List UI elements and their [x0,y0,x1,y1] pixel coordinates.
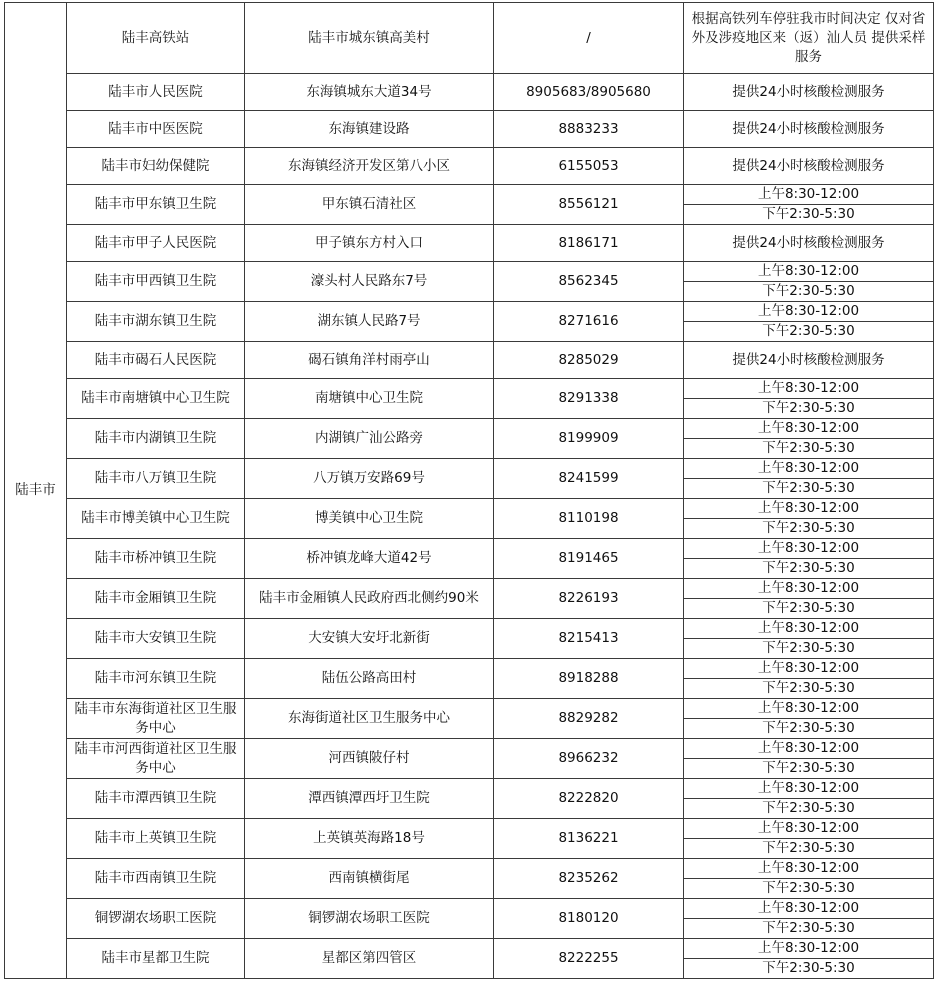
hours-cell: 提供24小时核酸检测服务 [684,74,934,111]
site-address-cell: 东海镇经济开发区第八小区 [245,148,494,185]
site-phone-cell: 8235262 [494,859,684,899]
hours-cell: 上午8:30-12:00 [684,262,934,282]
hours-cell: 下午2:30-5:30 [684,839,934,859]
table-row [5,739,934,759]
site-address-cell: 星都区第四管区 [245,939,494,979]
hours-cell: 下午2:30-5:30 [684,559,934,579]
site-phone-cell: 8918288 [494,659,684,699]
header-name-cell: 陆丰高铁站 [67,3,245,74]
site-phone-cell: 8136221 [494,819,684,859]
site-phone-cell: 8556121 [494,185,684,225]
hours-cell: 下午2:30-5:30 [684,282,934,302]
hours-cell: 下午2:30-5:30 [684,439,934,459]
table-row [5,499,934,519]
site-address-cell: 甲东镇石清社区 [245,185,494,225]
hours-cell: 提供24小时核酸检测服务 [684,148,934,185]
hours-cell: 下午2:30-5:30 [684,205,934,225]
hours-cell: 上午8:30-12:00 [684,379,934,399]
site-name-cell: 陆丰市大安镇卫生院 [67,619,245,659]
site-name-cell: 陆丰市湖东镇卫生院 [67,302,245,342]
site-phone-cell: 8222820 [494,779,684,819]
site-name-cell: 陆丰市人民医院 [67,74,245,111]
hours-cell: 下午2:30-5:30 [684,959,934,979]
site-name-cell: 陆丰市河西街道社区卫生服务中心 [67,739,245,779]
site-address-cell: 陆伍公路高田村 [245,659,494,699]
hours-cell: 上午8:30-12:00 [684,899,934,919]
table-row [5,459,934,479]
site-name-cell: 陆丰市潭西镇卫生院 [67,779,245,819]
site-phone-cell: 8291338 [494,379,684,419]
site-name-cell: 陆丰市金厢镇卫生院 [67,579,245,619]
site-phone-cell: 8215413 [494,619,684,659]
site-address-cell: 八万镇万安路69号 [245,459,494,499]
table-row [5,225,934,262]
site-phone-cell: 8829282 [494,699,684,739]
hours-cell: 下午2:30-5:30 [684,759,934,779]
site-phone-cell: 8222255 [494,939,684,979]
site-phone-cell: 8966232 [494,739,684,779]
hours-cell: 提供24小时核酸检测服务 [684,111,934,148]
header-hours-cell: 根据高铁列车停驻我市时间决定 仅对省外及涉疫地区来（返）汕人员 提供采样服务 [684,3,934,74]
hours-cell: 上午8:30-12:00 [684,699,934,719]
site-address-cell: 大安镇大安圩北新街 [245,619,494,659]
site-address-cell: 桥冲镇龙峰大道42号 [245,539,494,579]
hours-cell: 上午8:30-12:00 [684,659,934,679]
table-row [5,148,934,185]
site-address-cell: 湖东镇人民路7号 [245,302,494,342]
hours-cell: 上午8:30-12:00 [684,185,934,205]
site-address-cell: 濠头村人民路东7号 [245,262,494,302]
hours-cell: 上午8:30-12:00 [684,859,934,879]
hours-cell: 下午2:30-5:30 [684,639,934,659]
table-row [5,111,934,148]
site-phone-cell: 8905683/8905680 [494,74,684,111]
site-phone-cell: 8271616 [494,302,684,342]
site-name-cell: 铜锣湖农场职工医院 [67,899,245,939]
site-address-cell: 河西镇陂仔村 [245,739,494,779]
site-address-cell: 甲子镇东方村入口 [245,225,494,262]
site-address-cell: 东海街道社区卫生服务中心 [245,699,494,739]
site-name-cell: 陆丰市上英镇卫生院 [67,819,245,859]
site-address-cell: 博美镇中心卫生院 [245,499,494,539]
hours-cell: 下午2:30-5:30 [684,719,934,739]
hours-cell: 上午8:30-12:00 [684,302,934,322]
table-row [5,659,934,679]
hours-cell: 上午8:30-12:00 [684,499,934,519]
site-phone-cell: 8186171 [494,225,684,262]
table-row [5,779,934,799]
site-name-cell: 陆丰市南塘镇中心卫生院 [67,379,245,419]
site-address-cell: 上英镇英海路18号 [245,819,494,859]
site-address-cell: 东海镇建设路 [245,111,494,148]
site-phone-cell: 8110198 [494,499,684,539]
table-row [5,899,934,919]
site-phone-cell: 8241599 [494,459,684,499]
site-address-cell: 潭西镇潭西圩卫生院 [245,779,494,819]
site-address-cell: 东海镇城东大道34号 [245,74,494,111]
table-row [5,74,934,111]
hours-cell: 上午8:30-12:00 [684,459,934,479]
hours-cell: 上午8:30-12:00 [684,739,934,759]
site-name-cell: 陆丰市内湖镇卫生院 [67,419,245,459]
site-phone-cell: 8226193 [494,579,684,619]
table-row [5,939,934,959]
site-phone-cell: 8180120 [494,899,684,939]
table-row [5,185,934,205]
header-phone-cell: / [494,3,684,74]
site-name-cell: 陆丰市甲东镇卫生院 [67,185,245,225]
hours-cell: 下午2:30-5:30 [684,799,934,819]
table-row [5,579,934,599]
hours-cell: 上午8:30-12:00 [684,939,934,959]
site-address-cell: 陆丰市金厢镇人民政府西北侧约90米 [245,579,494,619]
hours-cell: 下午2:30-5:30 [684,679,934,699]
site-address-cell: 南塘镇中心卫生院 [245,379,494,419]
site-name-cell: 陆丰市东海街道社区卫生服务中心 [67,699,245,739]
table-row [5,342,934,379]
table-row [5,819,934,839]
site-address-cell: 西南镇横街尾 [245,859,494,899]
site-name-cell: 陆丰市河东镇卫生院 [67,659,245,699]
site-name-cell: 陆丰市甲西镇卫生院 [67,262,245,302]
hours-cell: 下午2:30-5:30 [684,519,934,539]
table-body [5,3,934,979]
site-phone-cell: 8883233 [494,111,684,148]
hours-cell: 上午8:30-12:00 [684,819,934,839]
hours-cell: 上午8:30-12:00 [684,539,934,559]
hours-cell: 下午2:30-5:30 [684,919,934,939]
hours-cell: 下午2:30-5:30 [684,479,934,499]
table-row [5,539,934,559]
site-address-cell: 内湖镇广汕公路旁 [245,419,494,459]
site-name-cell: 陆丰市碣石人民医院 [67,342,245,379]
site-name-cell: 陆丰市星都卫生院 [67,939,245,979]
site-phone-cell: 8562345 [494,262,684,302]
site-name-cell: 陆丰市妇幼保健院 [67,148,245,185]
site-phone-cell: 8285029 [494,342,684,379]
site-name-cell: 陆丰市博美镇中心卫生院 [67,499,245,539]
site-address-cell: 碣石镇角洋村雨亭山 [245,342,494,379]
hours-cell: 下午2:30-5:30 [684,322,934,342]
header-row [5,3,934,74]
hours-cell: 上午8:30-12:00 [684,619,934,639]
hours-cell: 下午2:30-5:30 [684,399,934,419]
site-name-cell: 陆丰市甲子人民医院 [67,225,245,262]
site-name-cell: 陆丰市中医医院 [67,111,245,148]
site-name-cell: 陆丰市八万镇卫生院 [67,459,245,499]
testing-sites-table [4,2,934,979]
hours-cell: 下午2:30-5:30 [684,599,934,619]
table-row [5,699,934,719]
table-row [5,379,934,399]
header-address-cell: 陆丰市城东镇高美村 [245,3,494,74]
table-row [5,262,934,282]
site-phone-cell: 8199909 [494,419,684,459]
site-name-cell: 陆丰市西南镇卫生院 [67,859,245,899]
table-row [5,302,934,322]
site-address-cell: 铜锣湖农场职工医院 [245,899,494,939]
table-row [5,619,934,639]
hours-cell: 上午8:30-12:00 [684,779,934,799]
site-name-cell: 陆丰市桥冲镇卫生院 [67,539,245,579]
hours-cell: 上午8:30-12:00 [684,419,934,439]
hours-cell: 上午8:30-12:00 [684,579,934,599]
hours-cell: 提供24小时核酸检测服务 [684,225,934,262]
table-row [5,859,934,879]
hours-cell: 提供24小时核酸检测服务 [684,342,934,379]
hours-cell: 下午2:30-5:30 [684,879,934,899]
site-phone-cell: 6155053 [494,148,684,185]
region-cell: 陆丰市 [5,3,67,979]
site-phone-cell: 8191465 [494,539,684,579]
table-row [5,419,934,439]
